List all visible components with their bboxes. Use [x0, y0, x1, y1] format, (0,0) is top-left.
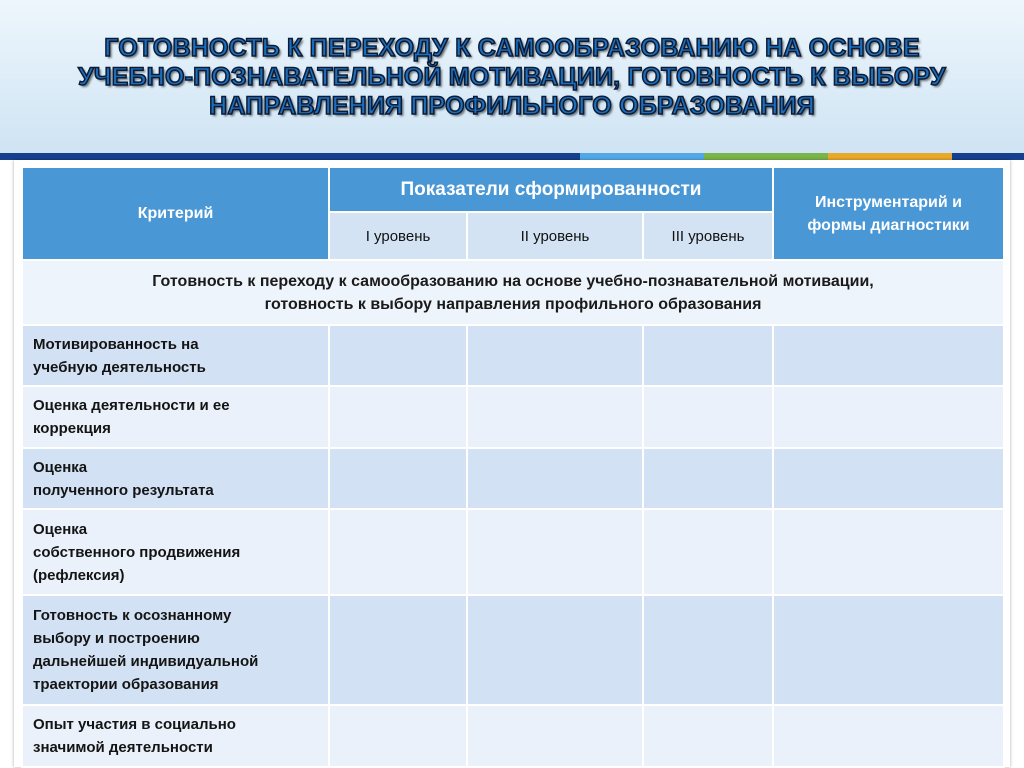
accent-stripe-navy-end	[952, 153, 1024, 160]
title-line-2: УЧЕБНО-ПОЗНАВАТЕЛЬНОЙ МОТИВАЦИИ, ГОТОВНОСТЬ К ВЫБОРУ	[78, 63, 946, 91]
header-tools	[773, 167, 1004, 260]
criterion-cell: Оценка собственного продвижения (рефлексия)	[22, 509, 329, 595]
header-criterion: Критерий	[22, 167, 329, 260]
title-line-3: НАПРАВЛЕНИЯ ПРОФИЛЬНОГО ОБРАЗОВАНИЯ	[209, 92, 815, 120]
level-3-cell[interactable]	[643, 325, 773, 386]
level-3-cell[interactable]	[643, 705, 773, 767]
level-2-cell[interactable]	[467, 448, 643, 509]
tools-cell[interactable]	[773, 595, 1004, 705]
table-row	[22, 325, 1004, 386]
level-3-cell[interactable]	[643, 509, 773, 595]
criterion-cell: Оценка полученного результата	[22, 448, 329, 509]
level-1-cell[interactable]	[329, 705, 467, 767]
header-tools-line-1: Инструментарий и	[814, 193, 962, 211]
level-1-cell[interactable]	[329, 325, 467, 386]
level-2-cell[interactable]	[467, 595, 643, 705]
header-tools-line-2: формы диагностики	[807, 216, 970, 234]
criterion-cell: Готовность к осознанному выбору и построению дальнейшей индивидуальной траектории образования	[22, 595, 329, 705]
table-row	[22, 386, 1004, 448]
title-line-1: ГОТОВНОСТЬ К ПЕРЕХОДУ К САМООБРАЗОВАНИЮ НА ОСНОВЕ	[104, 34, 920, 62]
level-2-cell[interactable]	[467, 325, 643, 386]
header-indicators: Показатели сформированности	[329, 167, 773, 212]
table-row	[22, 509, 1004, 595]
table-row	[22, 705, 1004, 767]
level-2-cell[interactable]	[467, 705, 643, 767]
criterion-cell: Опыт участия в социально значимой деятельности	[22, 705, 329, 767]
criterion-cell: Мотивированность на учебную деятельность	[22, 325, 329, 386]
level-2-cell[interactable]	[467, 386, 643, 448]
accent-stripe-green	[704, 153, 828, 160]
accent-stripe-navy	[0, 153, 580, 160]
level-1-cell[interactable]	[329, 595, 467, 705]
slide-title	[20, 34, 1004, 121]
table-row	[22, 595, 1004, 705]
header-level-2: II уровень	[467, 212, 643, 260]
section-heading-line-1: Готовность к переходу к самообразованию на основе учебно-познавательной мотивации,	[152, 272, 874, 290]
level-3-cell[interactable]	[643, 595, 773, 705]
level-1-cell[interactable]	[329, 448, 467, 509]
accent-stripe-light-blue	[580, 153, 704, 160]
tools-cell[interactable]	[773, 705, 1004, 767]
level-3-cell[interactable]	[643, 386, 773, 448]
level-1-cell[interactable]	[329, 509, 467, 595]
level-1-cell[interactable]	[329, 386, 467, 448]
section-heading-line-2: готовность к выбору направления профильного образования	[264, 295, 762, 313]
level-2-cell[interactable]	[467, 509, 643, 595]
header-level-3: III уровень	[643, 212, 773, 260]
tools-cell[interactable]	[773, 386, 1004, 448]
header-level-1: I уровень	[329, 212, 467, 260]
criteria-table	[21, 166, 1005, 768]
section-heading	[22, 260, 1004, 325]
level-3-cell[interactable]	[643, 448, 773, 509]
table-row	[22, 448, 1004, 509]
criterion-cell: Оценка деятельности и ее коррекция	[22, 386, 329, 448]
tools-cell[interactable]	[773, 448, 1004, 509]
tools-cell[interactable]	[773, 325, 1004, 386]
accent-stripe-gold	[828, 153, 952, 160]
tools-cell[interactable]	[773, 509, 1004, 595]
